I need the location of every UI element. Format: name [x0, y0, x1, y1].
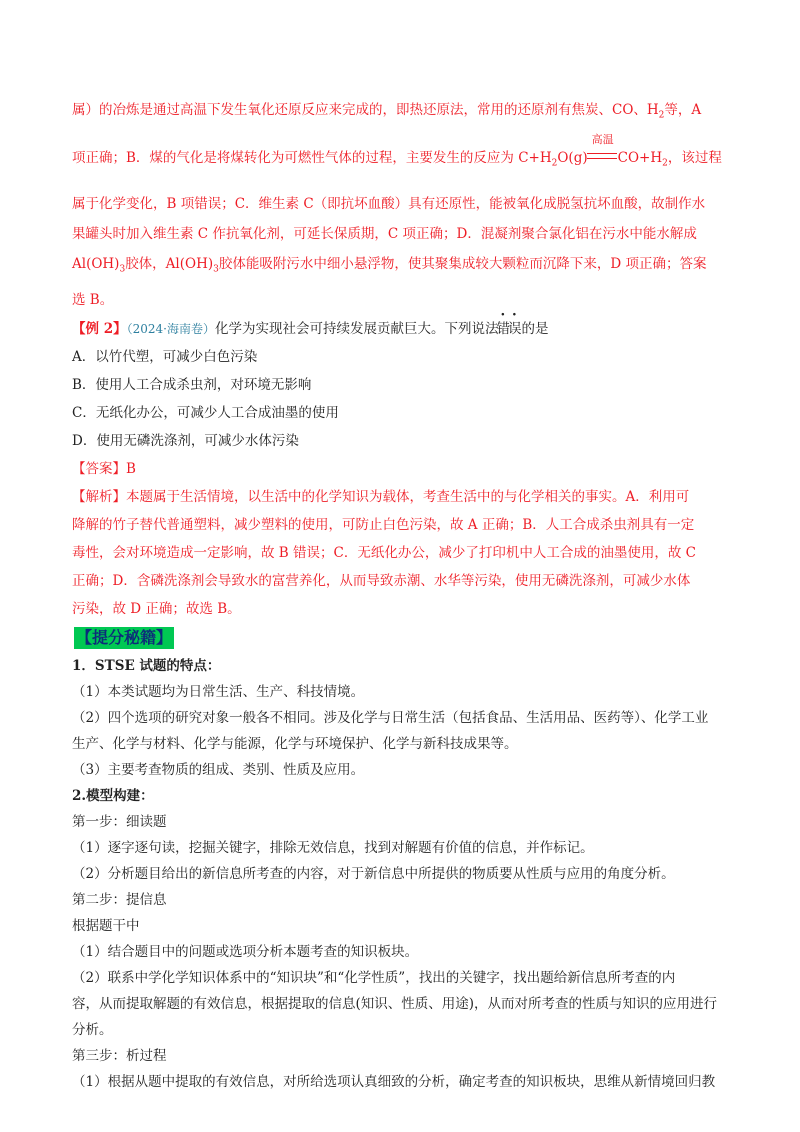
- model-line: （1）逐字逐句读，挖掘关键字，排除无效信息，找到对解题有价值的信息，并作标记。: [72, 840, 594, 857]
- option-d: D．使用无磷洗涤剂，可减少水体污染: [72, 433, 299, 450]
- model-line: 根据题干中: [72, 918, 140, 935]
- document-page: [74, 94, 734, 1095]
- example-label: 【例 2】: [72, 321, 127, 338]
- analysis-line: 【解析】本题属于生活情境，以生活中的化学知识为载体，考查生活中的与化学相关的事实。A．利用可: [72, 489, 690, 506]
- model-line: （2）联系中学化学知识体系中的“知识块”和“化学性质”，找出的关键字，找出题给新信息所考查的内: [72, 970, 676, 987]
- feature-line: （2）四个选项的研究对象一般各不相同。涉及化学与日常生活（包括食品、生活用品、医药等）、化学工业: [72, 710, 709, 727]
- analysis-line: 选 B。: [72, 292, 114, 309]
- analysis-line: $Al(OH)_3$胶体，$Al(OH)_3$胶体能吸附污水中细小悬浮物，使其聚集成较大颗粒而沉降下来，D 项正确；答案: [72, 256, 707, 276]
- analysis-line: 属于化学变化，B 项错误；C．维生素 C（即抗坏血酸）具有还原性，能被氧化成脱氢抗坏血酸，故制作水: [72, 196, 706, 213]
- analysis-line: 项正确；B．煤的气化是将煤转化为可燃性气体的过程，主要发生的反应为 $C+H_2O(g)$ 高温 $CO+H_2$，该过程: [74, 136, 734, 186]
- example-2: [74, 315, 734, 623]
- answer: 【答案】B: [72, 461, 136, 478]
- analysis-line: 毒性，会对环境造成一定影响，故 B 错误；C．无纸化办公，减少了打印机中人工合成的油墨使用，故 C: [72, 545, 696, 562]
- option-c: C．无纸化办公，可减少人工合成油墨的使用: [72, 405, 339, 422]
- prev-analysis: [74, 94, 734, 315]
- high-temperature-equals-sign: 高温: [589, 136, 617, 180]
- feature-line: （1）本类试题均为日常生活、生产、科技情境。: [72, 684, 365, 701]
- model-line: 第一步：细读题: [72, 814, 167, 831]
- analysis-line: 降解的竹子替代普通塑料，减少塑料的使用，可防止白色污染，故 A 正确；B．人工合成杀虫剂具有一定: [72, 517, 695, 534]
- model-line: 容，从而提取解题的有效信息，根据提取的信息(知识、性质、用途)，从而对所考查的性质与知识的应用进行: [72, 996, 718, 1013]
- tips-section: [74, 623, 734, 1095]
- model-line: （1）根据从题中提取的有效信息，对所给选项认真细致的分析，确定考查的知识板块，思维从新情境回归教: [72, 1074, 716, 1091]
- analysis-line: 污染，故 D 正确；故选 B。: [72, 601, 241, 618]
- feature-line: （3）主要考查物质的组成、类别、性质及应用。: [72, 762, 365, 779]
- option-a: A．以竹代塑，可减少白色污染: [72, 349, 258, 366]
- section-heading: 1．STSE 试题的特点：: [72, 658, 221, 675]
- option-b: B．使用人工合成杀虫剂，对环境无影响: [72, 377, 312, 394]
- model-line: （1）结合题目中的问题或选项分析本题考查的知识板块。: [72, 944, 419, 961]
- source-tag: （2024·海南卷）: [126, 322, 215, 337]
- analysis-line: 正确；D．含磷洗涤剂会导致水的富营养化，从而导致赤潮、水华等污染，使用无磷洗涤剂，可减少水体: [72, 573, 691, 590]
- question-stem: 【例 2】（2024·海南卷）化学为实现社会可持续发展贡献巨大。下列说法错误的是: [72, 321, 549, 338]
- tips-title: 【提分秘籍】: [76, 628, 173, 648]
- model-line: 分析。: [72, 1022, 113, 1039]
- feature-line: 生产、化学与材料、化学与能源，化学与环境保护、化学与新科技成果等。: [72, 736, 518, 753]
- analysis-line: 属）的冶炼是通过高温下发生氧化还原反应来完成的，即热还原法，常用的还原剂有焦炭、CO、$H_2$等，A: [72, 102, 702, 121]
- model-line: 第三步：析过程: [72, 1048, 167, 1065]
- model-line: （2）分析题目给出的新信息所考查的内容，对于新信息中所提供的物质要从性质与应用的角度分析。: [72, 866, 675, 883]
- model-line: 第二步：提信息: [72, 892, 167, 909]
- section-heading: 2.模型构建：: [72, 788, 154, 805]
- analysis-line: 果罐头时加入维生素 C 作抗氧化剂，可延长保质期，C 项正确；D．混凝剂聚合氯化铝在污水中能水解成: [72, 226, 697, 243]
